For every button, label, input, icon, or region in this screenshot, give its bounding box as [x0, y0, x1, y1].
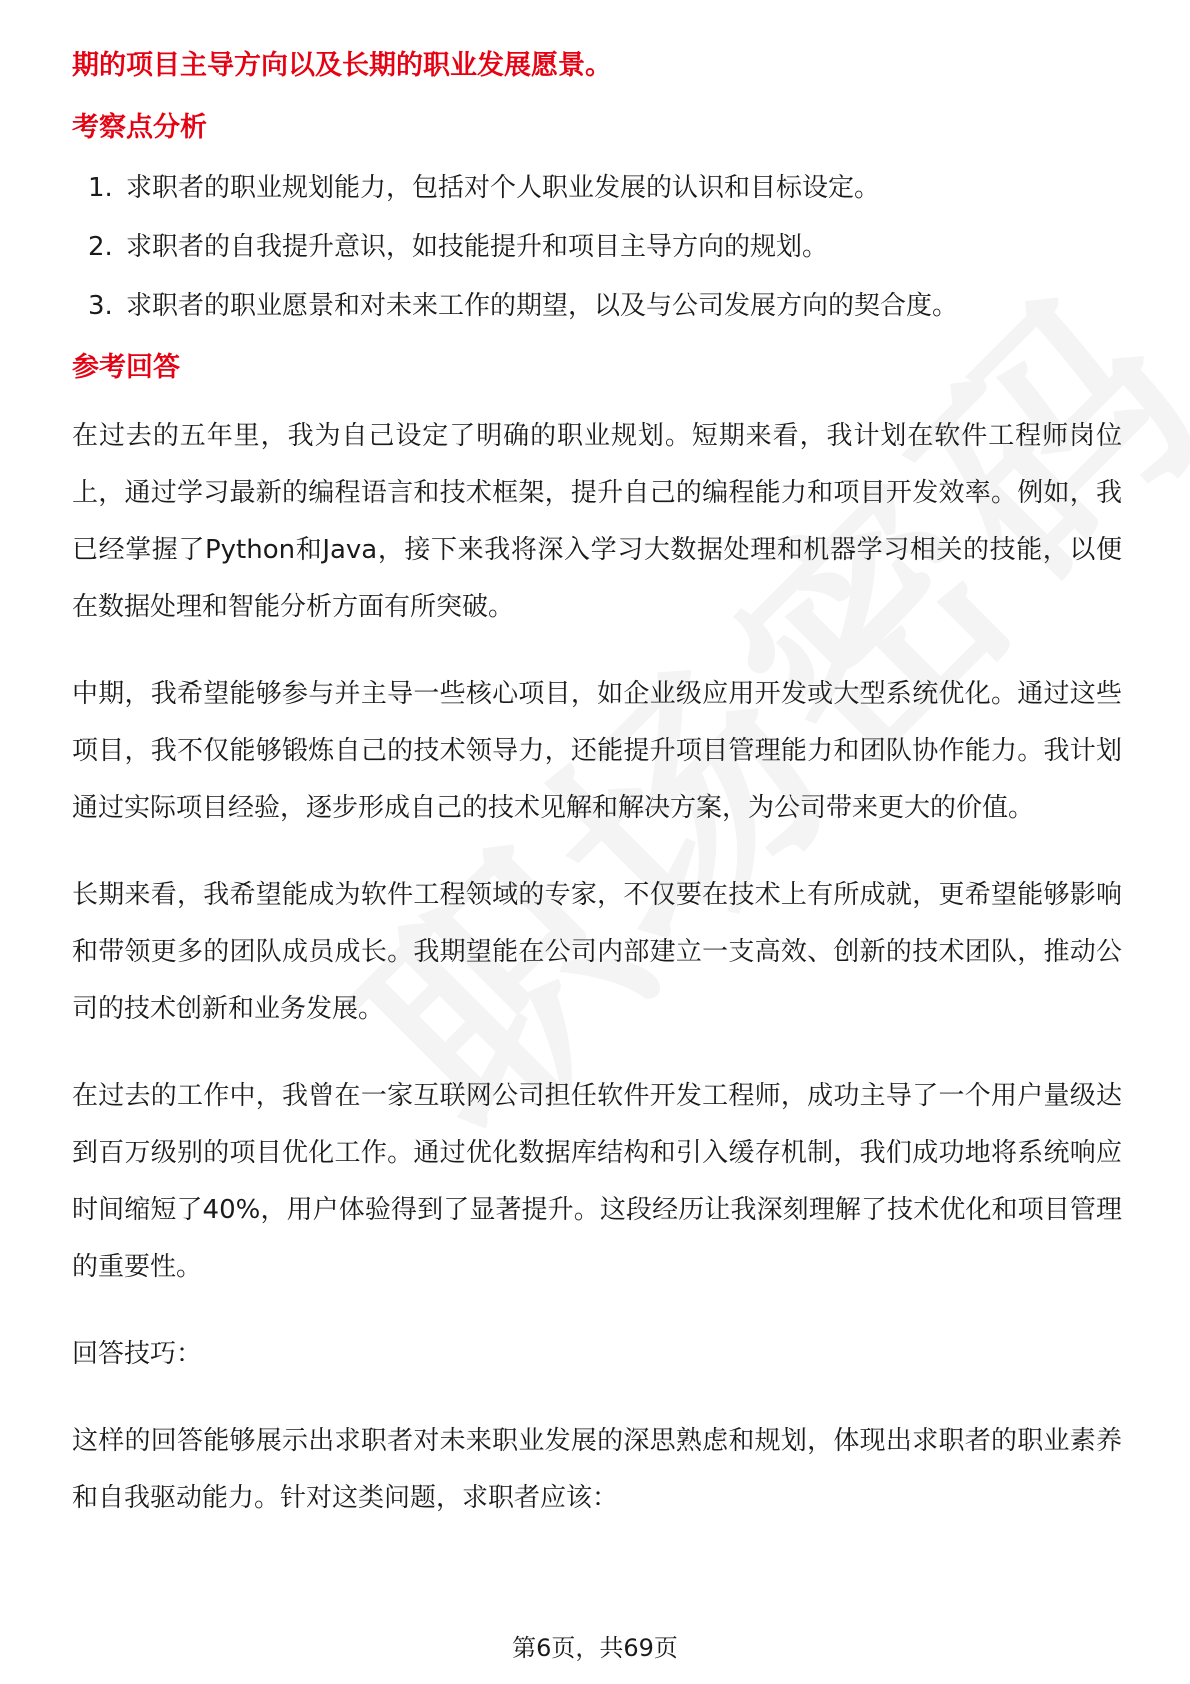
answer-paragraph: 长期来看，我希望能成为软件工程领域的专家，不仅要在技术上有所成就，更希望能够影响和带领更多的团队成员成长。我期望能在公司内部建立一支高效、创新的技术团队，推动公司的技术创新和业务发展。: [72, 880, 1122, 1024]
analysis-list: [72, 168, 1122, 326]
answer-heading: 参考回答: [72, 352, 180, 383]
list-number: 3.: [88, 291, 113, 321]
list-item: [72, 286, 1122, 326]
tips-label: 回答技巧：: [72, 1339, 203, 1369]
list-item: [72, 227, 1122, 267]
list-text: 求职者的自我提升意识，如技能提升和项目主导方向的规划。: [126, 232, 829, 262]
page-content: [72, 46, 1122, 1557]
page-footer: 第6页，共69页: [512, 1634, 678, 1662]
list-number: 2.: [88, 232, 113, 262]
list-text: 求职者的职业规划能力，包括对个人职业发展的认识和目标设定。: [126, 173, 881, 203]
analysis-heading: 考察点分析: [72, 112, 207, 143]
list-item: [72, 168, 1122, 208]
answer-paragraph: 在过去的工作中，我曾在一家互联网公司担任软件开发工程师，成功主导了一个用户量级达到百万级别的项目优化工作。通过优化数据库结构和引入缓存机制，我们成功地将系统响应时间缩短了40%，用户体验得到了显著提升。这段经历让我深刻理解了技术优化和项目管理的重要性。: [72, 1081, 1122, 1282]
answer-paragraph: 在过去的五年里，我为自己设定了明确的职业规划。短期来看，我计划在软件工程师岗位上，通过学习最新的编程语言和技术框架，提升自己的编程能力和项目开发效率。例如，我已经掌握了Python和Java，接下来我将深入学习大数据处理和机器学习相关的技能，以便在数据处理和智能分析方面有所突破。: [72, 421, 1122, 622]
list-number: 1.: [88, 173, 113, 203]
tips-text: 这样的回答能够展示出求职者对未来职业发展的深思熟虑和规划，体现出求职者的职业素养和自我驱动能力。针对这类问题，求职者应该：: [72, 1426, 1122, 1513]
intro-line: 期的项目主导方向以及长期的职业发展愿景。: [72, 50, 612, 81]
answer-paragraph: 中期，我希望能够参与并主导一些核心项目，如企业级应用开发或大型系统优化。通过这些项目，我不仅能够锻炼自己的技术领导力，还能提升项目管理能力和团队协作能力。我计划通过实际项目经验，逐步形成自己的技术见解和解决方案，为公司带来更大的价值。: [72, 679, 1122, 823]
list-text: 求职者的职业愿景和对未来工作的期望，以及与公司发展方向的契合度。: [126, 291, 959, 321]
